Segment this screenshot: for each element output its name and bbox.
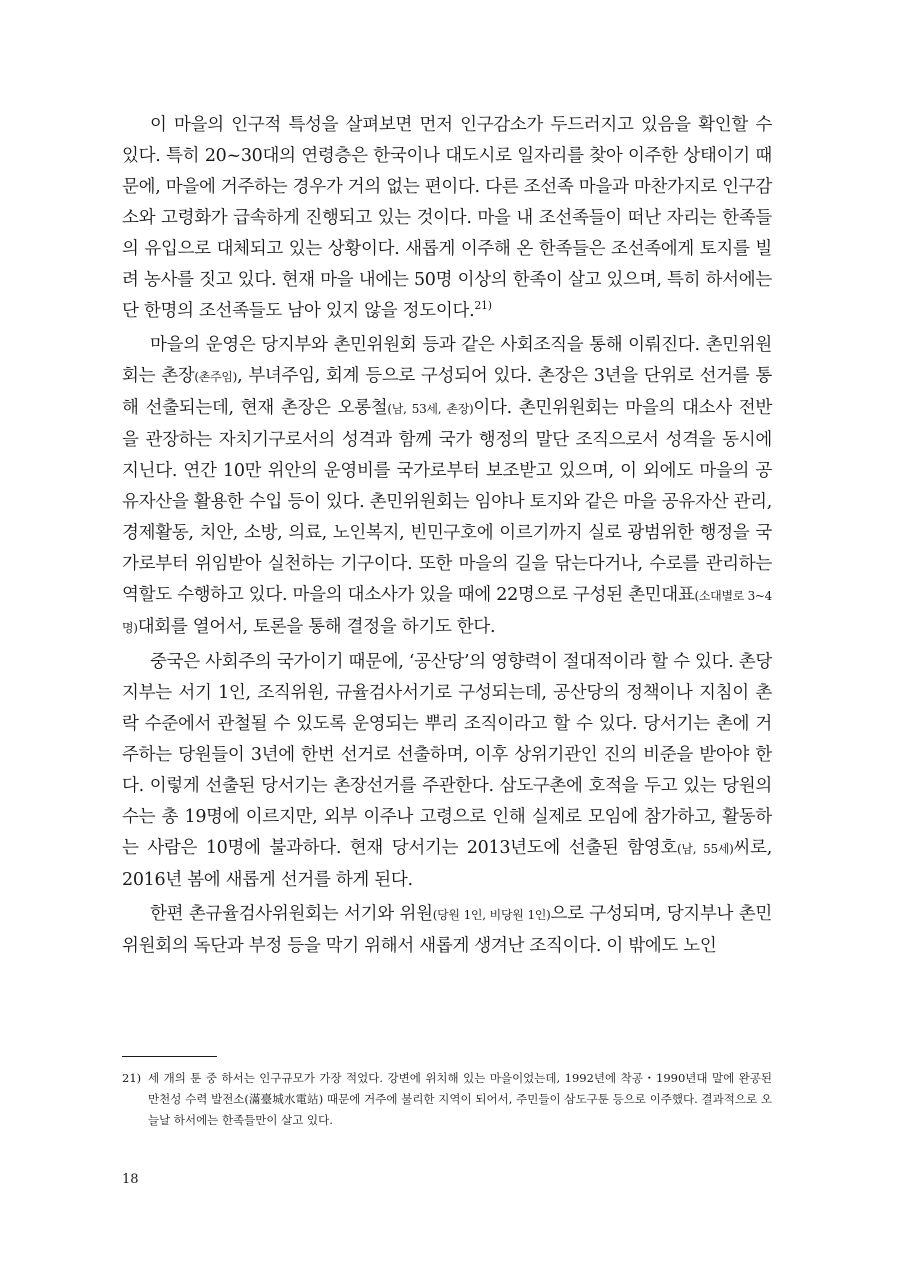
paragraph-text: 대회를 열어서, 토론을 통해 결정을 하기도 한다. bbox=[137, 617, 496, 637]
paragraph-text: 씨로, 2016년 봄에 새롭게 선거를 하게 된다. bbox=[122, 838, 773, 890]
footnote-reference: 21) bbox=[474, 299, 492, 313]
paragraph-party-branch bbox=[122, 647, 772, 896]
body-text bbox=[122, 110, 772, 965]
paragraph-text: 한편 촌규율검사위원회는 서기와 위원 bbox=[150, 904, 433, 924]
paragraph-village-administration bbox=[122, 330, 772, 644]
paragraph-text: 중국은 사회주의 국가이기 때문에, ‘공산당’의 영향력이 절대적이라 할 수 있다. 촌당지부는 서기 1인, 조직위원, 규율검사서기로 구성되는데, 공산당의 정책이나 지침이 촌락 수준에서 관철될 수 있도록 운영되는 뿌리 조직이라고 할 수 있다. 당서기는 촌에 거주하는 당원들이 3년에 한번 선거로 선출하며, 이후 상위기관인 진의 비준을 받아야 한다. 이렇게 선출된 당서기는 촌장선거를 주관한다. 삼도구촌에 호적을 두고 있는 당원의 수는 총 19명에 이르지만, 외부 이주나 고령으로 인해 실제로 모임에 참가하고, 활동하는 사람은 10명에 불과하다. 현재 당서기는 2013년도에 선출된 함영호 bbox=[122, 652, 772, 858]
footnote-number: 21) bbox=[122, 1071, 142, 1085]
paragraph-text: 마을의 운영은 당지부와 촌민위원회 등과 같은 사회조직을 통해 이뤄진다. 촌민위원회는 촌장 bbox=[122, 335, 772, 386]
inline-note: (소대별로 3~4명) bbox=[122, 589, 772, 635]
inline-note: (당원 1인, 비당원 1인) bbox=[432, 908, 551, 922]
page-number: 18 bbox=[122, 1172, 139, 1187]
footnote bbox=[122, 1068, 772, 1131]
paragraph-text: 이 마을의 인구적 특성을 살펴보면 먼저 인구감소가 두드러지고 있음을 확인할 수 있다. 특히 20~30대의 연령층은 한국이나 대도시로 일자리를 찾아 이주한 상태이기 때문에, 마을에 거주하는 경우가 거의 없는 편이다. 다른 조선족 마을과 마찬가지로 인구감소와 고령화가 급속하게 진행되고 있는 것이다. 마을 내 조선족들이 떠난 자리는 한족들의 유입으로 대체되고 있는 상황이다. 새롭게 이주해 온 한족들은 조선족에게 토지를 빌려 농사를 짓고 있다. 현재 마을 내에는 50명 이상의 한족이 살고 있으며, 특히 하서에는 단 한명의 조선족들도 남아 있지 않을 정도이다. bbox=[122, 115, 772, 321]
paragraph-text: , 부녀주임, 회계 등으로 구성되어 있다. 촌장은 3년을 단위로 선거를 통해 선출되는데, 현재 촌장은 오롱철 bbox=[122, 366, 772, 418]
inline-note: (촌주임) bbox=[194, 370, 238, 384]
inline-note: (남, 53세, 촌장) bbox=[387, 402, 474, 416]
footnote-text: 세 개의 툰 중 하서는 인구규모가 가장 적었다. 강변에 위치해 있는 마을이었는데, 1992년에 착공・1990년대 말에 완공된 만천성 수력 발전소(滿臺城水電站) 때문에 거주에 불리한 지역이 되어서, 주민들이 삼도구툰 등으로 이주했다. 결과적으로 오늘날 하서에는 한족들만이 살고 있다. bbox=[148, 1071, 772, 1127]
paragraph-text: 으로 구성되며, 당지부나 촌민위원회의 독단과 부정 등을 막기 위해서 새롭게 생겨난 조직이다. 이 밖에도 노인 bbox=[122, 904, 773, 956]
inline-note: (남, 55세) bbox=[677, 842, 734, 856]
paragraph-discipline-committee bbox=[122, 899, 772, 962]
footnote-divider bbox=[122, 1056, 217, 1057]
paragraph-text: 이다. 촌민위원회는 마을의 대소사 전반을 관장하는 자치기구로서의 성격과 함께 국가 행정의 말단 조직으로서 성격을 동시에 지닌다. 연간 10만 위안의 운영비를 국가로부터 보조받고 있으며, 이 외에도 마을의 공유자산을 활용한 수입 등이 있다. 촌민위원회는 임야나 토지와 같은 마을 공유자산 관리, 경제활동, 치안, 소방, 의료, 노인복지, 빈민구호에 이르기까지 실로 광범위한 행정을 국가로부터 위임받아 실천하는 기구이다. 또한 마을의 길을 닦는다거나, 수로를 관리하는 역할도 수행하고 있다. 마을의 대소사가 있을 때에 22명으로 구성된 촌민대표 bbox=[122, 398, 772, 605]
paragraph-population bbox=[122, 110, 772, 327]
